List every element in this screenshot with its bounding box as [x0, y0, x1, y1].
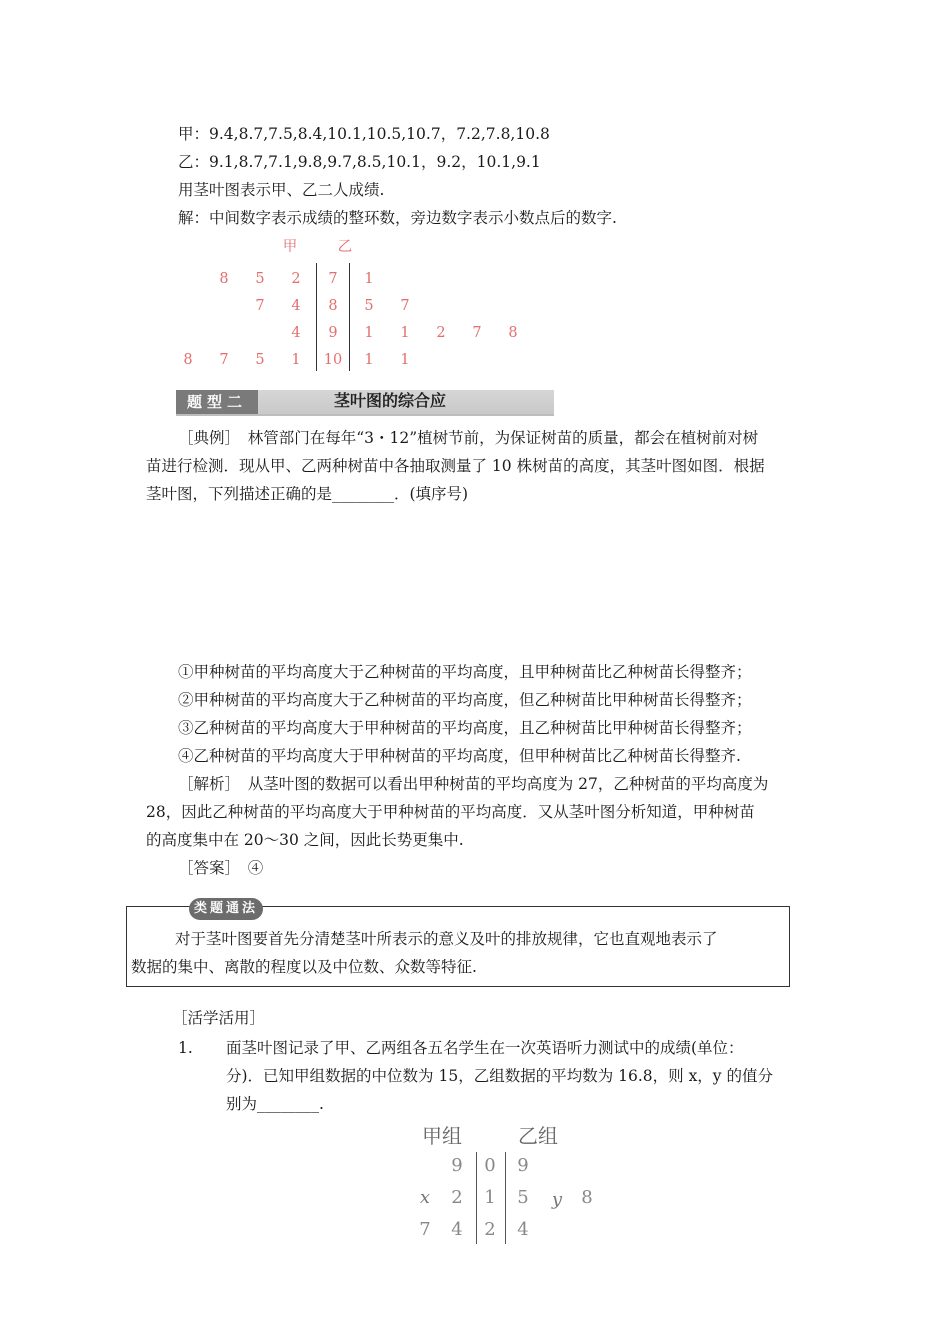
plot1-leaf: 8: [219, 271, 229, 287]
plot1-leaf: 1: [364, 271, 374, 287]
plot2-stem-divider-left: [476, 1152, 477, 1244]
plot1-leaf: 1: [400, 352, 410, 368]
plot1-leaf: 5: [255, 352, 265, 368]
plot1-stem: 10: [323, 352, 343, 368]
practice-line-2: 分)．已知甲组数据的中位数为 15，乙组数据的平均数为 16.8，则 x，y 的值分: [226, 1067, 773, 1085]
analysis-line-3: 的高度集中在 20～30 之间，因此长势更集中.: [146, 831, 464, 849]
plot1-stem: 8: [328, 298, 338, 314]
answer-line: ［答案］ ④: [178, 859, 264, 877]
plot2-leaf: 4: [517, 1219, 529, 1240]
plot2-leaf-variable-y: y: [551, 1189, 563, 1210]
plot2-leaf: 8: [581, 1187, 593, 1208]
practice-number: 1.: [178, 1039, 193, 1057]
method-box: [126, 901, 790, 987]
analysis-line-1: ［解析］ 从茎叶图的数据可以看出甲种树苗的平均高度为 27，乙种树苗的平均高度为: [178, 775, 769, 793]
plot1-leaf: 1: [364, 325, 374, 341]
plot1-leaf: 2: [436, 325, 446, 341]
plot1-leaf: 4: [291, 325, 301, 341]
plot2-stem: 2: [484, 1219, 496, 1240]
plot2-leaf: 2: [451, 1187, 463, 1208]
plot2-stem: 0: [484, 1155, 496, 1176]
example-line-3: 茎叶图，下列描述正确的是________．(填序号): [146, 485, 469, 503]
solution-line: 解：中间数字表示成绩的整环数，旁边数字表示小数点后的数字.: [178, 209, 617, 227]
plot1-leaf: 1: [400, 325, 410, 341]
section-tag: 题型二: [176, 390, 258, 414]
yi-data-line: 乙：9.1,8.7,7.1,9.8,9.7,8.5,10.1，9.2，10.1,9.1: [178, 153, 541, 171]
option-1: ①甲种树苗的平均高度大于乙种树苗的平均高度，且甲种树苗比乙种树苗长得整齐；: [178, 663, 752, 681]
method-line-2: 数据的集中、离散的程度以及中位数、众数等特征.: [131, 958, 477, 976]
plot2-stem: 1: [484, 1187, 496, 1208]
plot1-leaf: 8: [183, 352, 193, 368]
plot1-left-header: 甲: [282, 239, 298, 255]
plot1-leaf: 5: [364, 298, 374, 314]
plot1-leaf: 1: [364, 352, 374, 368]
method-tag: 类题通法: [189, 898, 263, 920]
method-line-1: 对于茎叶图要首先分清楚茎叶所表示的意义及叶的排放规律，它也直观地表示了: [175, 930, 718, 948]
jia-data-line: 甲：9.4,8.7,7.5,8.4,10.1,10.5,10.7，7.2,7.8,10.8: [178, 125, 550, 143]
example-line-2: 苗进行检测．现从甲、乙两种树苗中各抽取测量了 10 株树苗的高度，其茎叶图如图．根据: [146, 457, 765, 475]
plot1-stem: 9: [328, 325, 338, 341]
option-4: ④乙种树苗的平均高度大于甲种树苗的平均高度，但甲种树苗比乙种树苗长得整齐.: [178, 747, 741, 765]
plot1-stem-divider-left: [316, 263, 317, 371]
plot1-leaf: 8: [508, 325, 518, 341]
plot1-leaf: 2: [291, 271, 301, 287]
option-2: ②甲种树苗的平均高度大于乙种树苗的平均高度，但乙种树苗比甲种树苗长得整齐；: [178, 691, 752, 709]
plot2-leaf: 4: [451, 1219, 463, 1240]
plot1-leaf: 7: [400, 298, 410, 314]
plot2-right-header: 乙组: [518, 1124, 558, 1148]
plot1-stem: 7: [328, 271, 338, 287]
practice-line-3: 别为________.: [226, 1095, 324, 1113]
plot2-leaf: 7: [419, 1219, 431, 1240]
plot2-leaf-variable-x: x: [419, 1187, 431, 1208]
plot1-right-header: 乙: [337, 239, 353, 255]
plot1-leaf: 1: [291, 352, 301, 368]
plot1-leaf: 5: [255, 271, 265, 287]
plot1-leaf: 7: [472, 325, 482, 341]
plot1-stem-divider-right: [349, 263, 350, 371]
task-line: 用茎叶图表示甲、乙二人成绩.: [178, 181, 385, 199]
plot1-leaf: 7: [219, 352, 229, 368]
option-3: ③乙种树苗的平均高度大于甲种树苗的平均高度，且乙种树苗比甲种树苗长得整齐；: [178, 719, 752, 737]
plot2-left-header: 甲组: [422, 1124, 462, 1148]
section-banner: [176, 390, 554, 416]
example-line-1: ［典例］ 林管部门在每年“3・12”植树节前，为保证树苗的质量，都会在植树前对树: [178, 429, 759, 447]
plot2-stem-divider-right: [505, 1152, 506, 1244]
plot2-leaf: 9: [517, 1155, 529, 1176]
analysis-line-2: 28，因此乙种树苗的平均高度大于甲种树苗的平均高度．又从茎叶图分析知道，甲种树苗: [146, 803, 755, 821]
plot1-leaf: 7: [255, 298, 265, 314]
plot2-leaf: 9: [451, 1155, 463, 1176]
practice-line-1: 面茎叶图记录了甲、乙两组各五名学生在一次英语听力测试中的成绩(单位：: [226, 1039, 744, 1057]
practice-heading: ［活学活用］: [172, 1009, 266, 1027]
plot1-leaf: 4: [291, 298, 301, 314]
section-title: 茎叶图的综合应: [334, 391, 447, 410]
plot2-leaf: 5: [517, 1187, 529, 1208]
